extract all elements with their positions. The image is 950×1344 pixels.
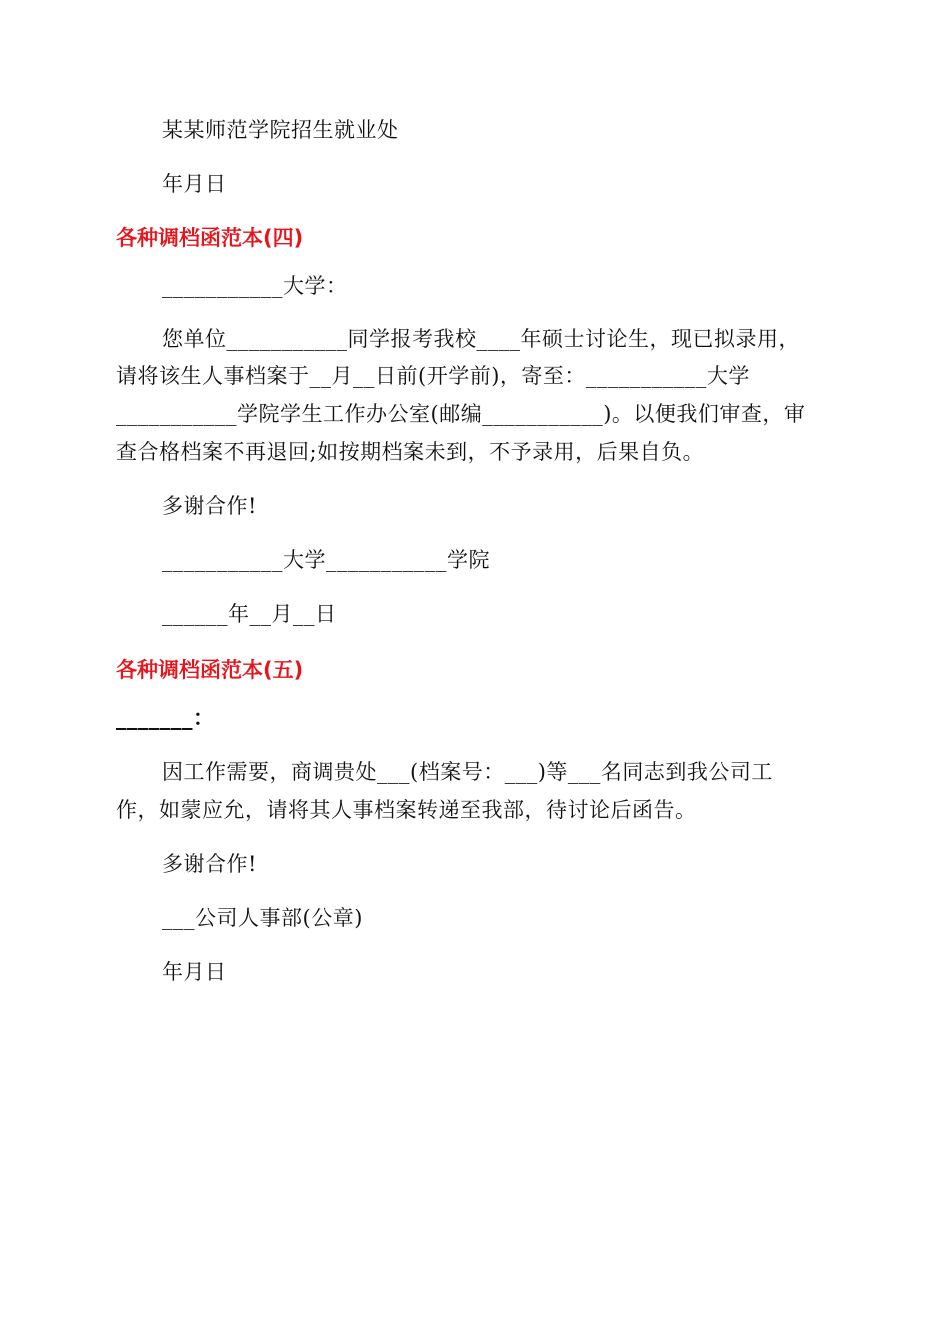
date-line-4: ______年__月__日 <box>162 602 337 626</box>
thanks-5: 多谢合作! <box>162 852 257 876</box>
section-heading-5: 各种调档函范本(五) <box>116 658 304 682</box>
salutation-4: ___________大学： <box>162 274 348 298</box>
signature-5: ___公司人事部(公章) <box>162 906 363 930</box>
org-signature: 某某师范学院招生就业处 <box>162 118 399 142</box>
thanks-4: 多谢合作! <box>162 494 257 518</box>
salutation-5: _______： <box>116 706 215 730</box>
date-line-5: 年月日 <box>162 960 227 984</box>
body-line-5-1: 因工作需要，商调贵处___(档案号：___)等___名同志到我公司工 <box>162 760 773 784</box>
body-line-4-1: 您单位___________同学报考我校____年硕士讨论生，现已拟录用， <box>162 327 800 351</box>
body-line-4-3: ___________学院学生工作办公室(邮编___________)。以便我们审查，审 <box>116 402 806 426</box>
signature-4: ___________大学___________学院 <box>162 548 490 572</box>
body-line-5-2: 作，如蒙应允，请将其人事档案转递至我部，待讨论后函告。 <box>116 798 697 822</box>
body-line-4-2: 请将该生人事档案于__月__日前(开学前)，寄至：___________大学 <box>116 364 750 388</box>
body-line-4-4: 查合格档案不再退回;如按期档案未到，不予录用，后果自负。 <box>116 440 705 464</box>
date-line: 年月日 <box>162 172 227 196</box>
section-heading-4: 各种调档函范本(四) <box>116 226 304 250</box>
